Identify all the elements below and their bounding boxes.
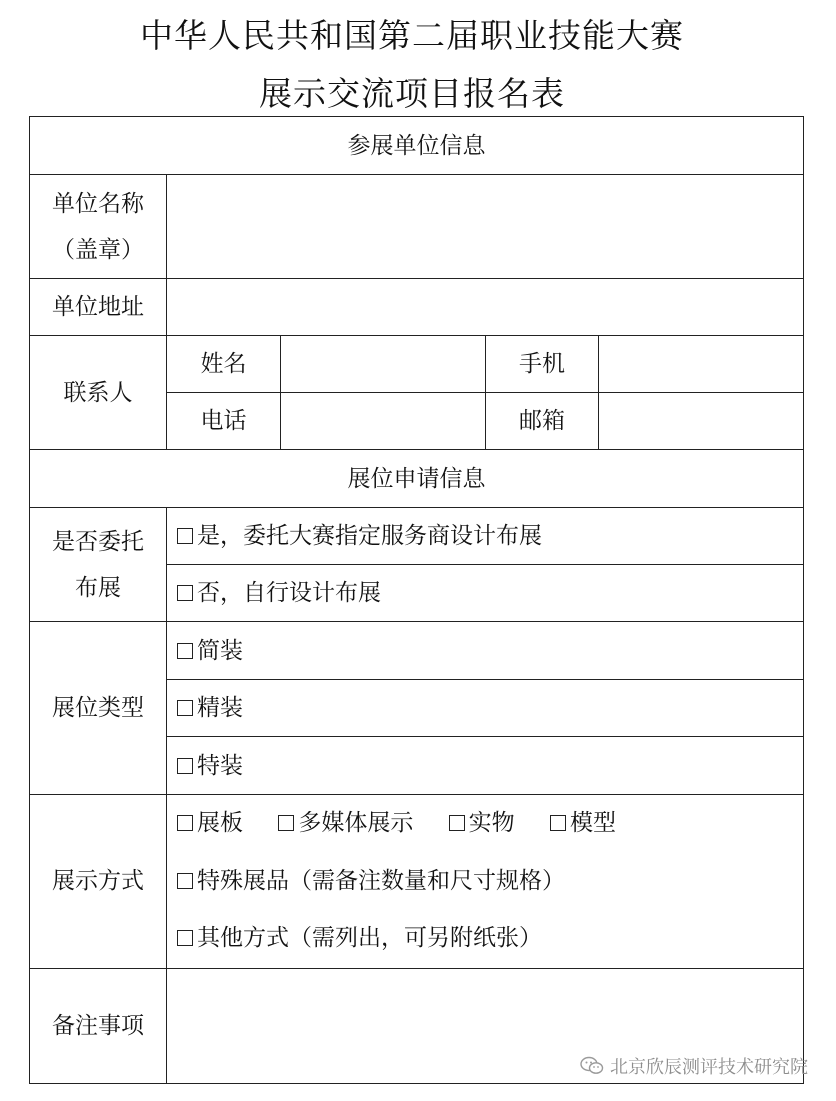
checkbox[interactable]	[177, 930, 193, 946]
option-label: 特殊展品（需备注数量和尺寸规格）	[197, 867, 565, 894]
registration-form-table	[29, 116, 804, 1084]
unit-address-field[interactable]	[167, 279, 804, 336]
email-field[interactable]	[599, 393, 804, 450]
form-title-line2: 展示交流项目报名表	[259, 74, 565, 113]
option-label: 否，自行设计布展	[197, 580, 381, 606]
unit-name-field[interactable]	[167, 175, 804, 279]
option-label: 精装	[197, 695, 243, 721]
booth-type-simple[interactable]	[167, 622, 804, 680]
checkbox[interactable]	[177, 643, 193, 659]
booth-type-fine[interactable]	[167, 680, 804, 737]
section-exhibitor-info: 参展单位信息	[30, 117, 804, 175]
option-label: 多媒体展示	[298, 810, 414, 836]
unit-address-label: 单位地址	[30, 279, 167, 336]
entrust-option-yes[interactable]	[167, 508, 804, 565]
display-method-options	[167, 795, 804, 969]
form-title-line1: 中华人民共和国第二届职业技能大赛	[140, 16, 684, 55]
entrust-option-no[interactable]	[167, 565, 804, 622]
section-booth-application: 展位申请信息	[30, 450, 804, 508]
entrust-label-line1: 是否委托	[52, 528, 144, 555]
option-label: 展板	[197, 810, 243, 836]
contact-label: 联系人	[30, 336, 167, 450]
mobile-field[interactable]	[599, 336, 804, 393]
watermark	[580, 1053, 808, 1079]
display-options-row1	[177, 795, 803, 853]
display-option-board[interactable]	[177, 810, 243, 836]
display-option-other[interactable]	[177, 910, 803, 968]
checkbox[interactable]	[177, 528, 193, 544]
booth-type-special[interactable]	[167, 737, 804, 795]
option-label: 实物	[468, 810, 515, 836]
entrust-label-line2: 布展	[75, 574, 121, 601]
checkbox[interactable]	[449, 815, 465, 831]
unit-name-label	[30, 175, 167, 279]
checkbox[interactable]	[177, 585, 193, 601]
booth-type-label: 展位类型	[30, 622, 167, 795]
display-option-model[interactable]	[550, 810, 616, 836]
option-label: 模型	[569, 810, 616, 836]
checkbox[interactable]	[278, 815, 294, 831]
checkbox[interactable]	[177, 815, 193, 831]
phone-field[interactable]	[281, 393, 486, 450]
checkbox[interactable]	[177, 758, 193, 774]
mobile-label: 手机	[486, 336, 599, 393]
option-label: 是，委托大赛指定服务商设计布展	[197, 523, 542, 549]
remarks-label: 备注事项	[30, 968, 167, 1083]
display-option-multimedia[interactable]	[278, 810, 413, 836]
checkbox[interactable]	[550, 815, 566, 831]
entrust-label	[30, 508, 167, 622]
phone-label: 电话	[167, 393, 281, 450]
display-method-label: 展示方式	[30, 795, 167, 969]
wechat-icon	[580, 1056, 604, 1076]
checkbox[interactable]	[177, 700, 193, 716]
option-label: 简装	[197, 637, 243, 664]
name-field[interactable]	[281, 336, 486, 393]
unit-name-label-text: 单位名称	[52, 190, 144, 217]
seal-note: （盖章）	[52, 236, 144, 263]
option-label: 特装	[197, 752, 243, 779]
option-label: 其他方式（需列出，可另附纸张）	[197, 925, 542, 951]
display-option-special[interactable]	[177, 853, 803, 911]
email-label: 邮箱	[486, 393, 599, 450]
display-option-physical[interactable]	[449, 810, 515, 836]
name-label: 姓名	[167, 336, 281, 393]
watermark-text: 北京欣辰测评技术研究院	[610, 1057, 808, 1078]
checkbox[interactable]	[177, 873, 193, 889]
